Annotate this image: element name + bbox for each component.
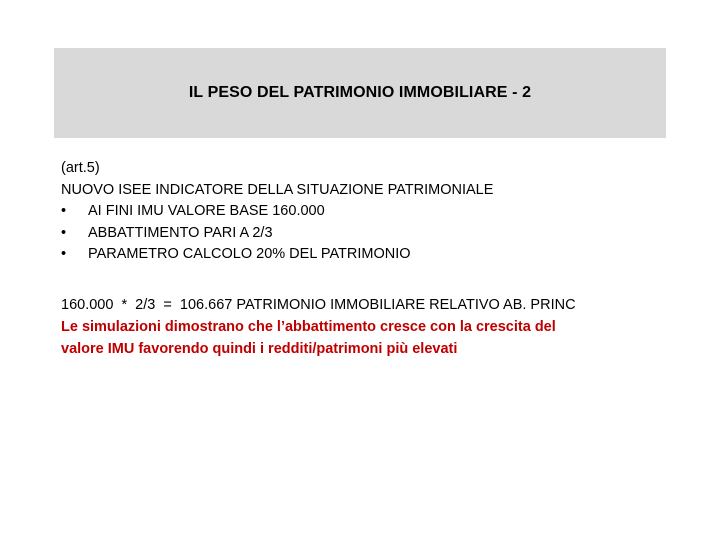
bullet-icon: •: [61, 224, 67, 241]
calculation-block: [61, 294, 671, 360]
note-line-2: valore IMU favorendo quindi i redditi/patrimoni più elevati: [61, 341, 458, 357]
section-heading: NUOVO ISEE INDICATORE DELLA SITUAZIONE PATRIMONIALE: [61, 181, 494, 198]
title-banner: [54, 48, 666, 138]
bullet-item: [61, 223, 661, 245]
bullet-icon: •: [61, 246, 67, 262]
note-line-1: Le simulazioni dimostrano che l’abbattimento cresce con la crescita del: [61, 319, 556, 335]
bullet-item: [61, 201, 661, 223]
article-reference: (art.5): [61, 160, 100, 176]
bullet-icon: •: [61, 203, 67, 219]
content-block: [61, 158, 661, 266]
bullet-text: ABBATTIMENTO PARI A 2/3: [88, 224, 273, 241]
slide-title: IL PESO DEL PATRIMONIO IMMOBILIARE - 2: [188, 84, 532, 101]
bullet-item: [61, 244, 661, 266]
calculation-line: 160.000 * 2/3 = 106.667 PATRIMONIO IMMOBILIARE RELATIVO AB. PRINC: [61, 297, 576, 313]
bullet-text: AI FINI IMU VALORE BASE 160.000: [88, 203, 325, 219]
bullet-text: PARAMETRO CALCOLO 20% DEL PATRIMONIO: [88, 246, 411, 262]
